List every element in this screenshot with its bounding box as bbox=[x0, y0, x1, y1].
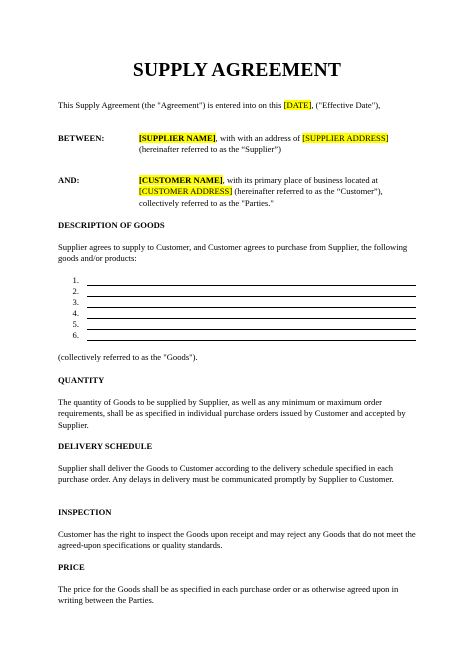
date-placeholder: [DATE] bbox=[283, 100, 312, 110]
delivery-body: Supplier shall deliver the Goods to Customer according to the delivery schedule specified in each purchase order. Any delays in delivery must be communicated promptly by Supplier to Customer. bbox=[58, 463, 394, 485]
intro-prefix: This Supply Agreement (the "Agreement") is entered into on this bbox=[58, 100, 284, 110]
list-item-blank-line bbox=[87, 318, 416, 319]
description-heading: DESCRIPTION OF GOODS bbox=[58, 220, 165, 230]
and-text-2: (hereinafter referred to as the “Customer”), collectively referred to as the "Parties." bbox=[139, 186, 383, 208]
intro-paragraph bbox=[58, 100, 418, 111]
price-body: The price for the Goods shall be as specified in each purchase order or as otherwise agreed upon in writing between the Parties. bbox=[58, 584, 399, 606]
list-item-number: 2. bbox=[72, 286, 79, 296]
quantity-heading: QUANTITY bbox=[58, 375, 105, 385]
supplier-name-placeholder: [SUPPLIER NAME] bbox=[139, 133, 216, 143]
price-heading: PRICE bbox=[58, 562, 85, 572]
quantity-body: The quantity of Goods to be supplied by Supplier, as well as any minimum or maximum order requirements, shall be as specified in individual purchase orders issued by Customer and accepted by Supplier. bbox=[58, 397, 406, 430]
supplier-address-placeholder: [SUPPLIER ADDRESS] bbox=[302, 133, 389, 143]
list-item-blank-line bbox=[87, 329, 416, 330]
between-text-1: , with with an address of bbox=[215, 133, 303, 143]
list-item-number: 3. bbox=[72, 297, 79, 307]
document-title: SUPPLY AGREEMENT bbox=[132, 60, 342, 81]
list-item-number: 6. bbox=[72, 330, 79, 340]
between-label: BETWEEN: bbox=[58, 133, 105, 143]
and-text-1: , with its primary place of business located at bbox=[222, 175, 379, 185]
list-item-blank-line bbox=[87, 296, 416, 297]
inspection-heading: INSPECTION bbox=[58, 507, 112, 517]
list-item-blank-line bbox=[87, 340, 416, 341]
and-paragraph bbox=[139, 175, 419, 209]
list-item-blank-line bbox=[87, 285, 416, 286]
list-item-number: 1. bbox=[72, 275, 79, 285]
customer-name-placeholder: [CUSTOMER NAME] bbox=[139, 175, 223, 185]
between-text-2: (hereinafter referred to as the “Supplier”) bbox=[139, 144, 281, 155]
delivery-heading: DELIVERY SCHEDULE bbox=[58, 441, 153, 451]
customer-address-placeholder: [CUSTOMER ADDRESS] bbox=[139, 186, 233, 197]
list-item-number: 4. bbox=[72, 308, 79, 318]
goods-note: (collectively referred to as the "Goods"). bbox=[58, 352, 198, 362]
list-item-blank-line bbox=[87, 307, 416, 308]
intro-suffix: , ("Effective Date"), bbox=[311, 100, 381, 110]
between-paragraph bbox=[139, 133, 419, 156]
list-item-number: 5. bbox=[72, 319, 79, 329]
and-label: AND: bbox=[58, 175, 80, 185]
inspection-body: Customer has the right to inspect the Goods upon receipt and may reject any Goods that do not meet the agreed-upon specifications or quality standards. bbox=[58, 529, 416, 551]
description-body: Supplier agrees to supply to Customer, and Customer agrees to purchase from Supplier, the following goods and/or products: bbox=[58, 242, 408, 264]
